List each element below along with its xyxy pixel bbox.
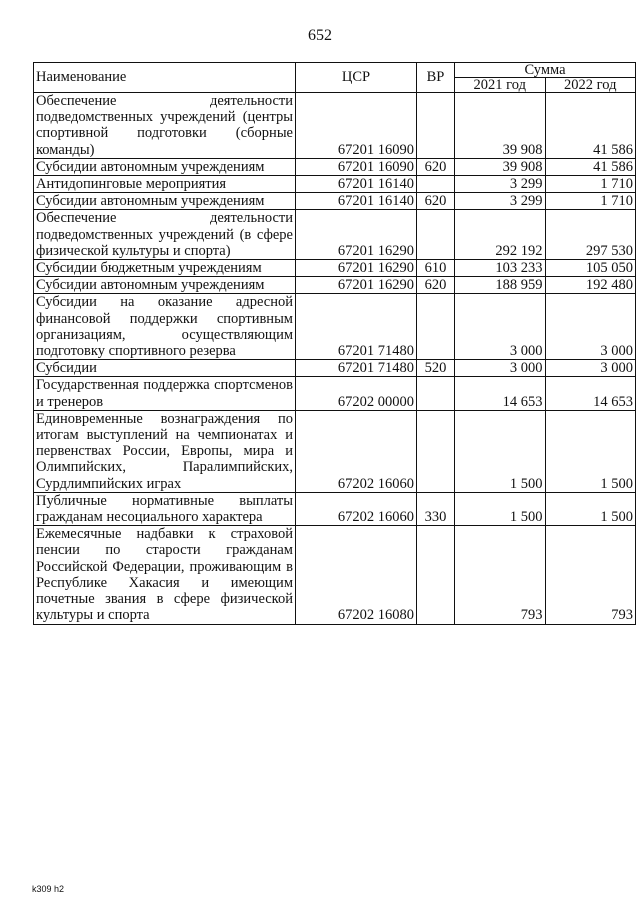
row-csr: 67201 16140 — [296, 176, 417, 193]
row-csr: 67201 16290 — [296, 260, 417, 277]
row-name: Субсидии автономным учреждениям — [34, 193, 296, 210]
row-name: Ежемесячные надбавки к страховой пенсии по старости гражданам Российской Федерации, проживающим в Республике Хакасия и имеющим почетные звания в сфере физической культуры и спорта — [34, 526, 296, 624]
table-row — [34, 210, 636, 260]
row-csr: 67201 16090 — [296, 158, 417, 175]
row-vr — [417, 377, 455, 410]
row-sum-2021: 188 959 — [455, 277, 546, 294]
row-name: Субсидии автономным учреждениям — [34, 277, 296, 294]
table-row — [34, 410, 636, 492]
row-name: Субсидии — [34, 360, 296, 377]
row-vr: 620 — [417, 277, 455, 294]
row-sum-2022: 41 586 — [545, 93, 636, 159]
row-csr: 67202 16080 — [296, 526, 417, 624]
header-sum: Сумма — [455, 63, 636, 78]
budget-table — [33, 62, 636, 625]
row-sum-2022: 3 000 — [545, 294, 636, 360]
header-name: Наименование — [34, 63, 296, 93]
row-vr: 520 — [417, 360, 455, 377]
row-name: Государственная поддержка спортсменов и тренеров — [34, 377, 296, 410]
row-vr — [417, 410, 455, 492]
row-sum-2021: 1 500 — [455, 410, 546, 492]
row-sum-2022: 14 653 — [545, 377, 636, 410]
row-vr: 620 — [417, 193, 455, 210]
row-csr: 67202 16060 — [296, 410, 417, 492]
table-row — [34, 294, 636, 360]
row-name: Обеспечение деятельности подведомственных учреждений (в сфере физической культуры и спорта) — [34, 210, 296, 260]
page-number: 652 — [308, 27, 332, 44]
row-sum-2022: 1 500 — [545, 492, 636, 525]
row-vr: 330 — [417, 492, 455, 525]
row-name: Публичные нормативные выплаты гражданам несоциального характера — [34, 492, 296, 525]
row-vr — [417, 210, 455, 260]
row-sum-2021: 3 000 — [455, 294, 546, 360]
row-csr: 67201 16090 — [296, 93, 417, 159]
footer-code: k309 h2 — [32, 884, 65, 894]
row-vr — [417, 93, 455, 159]
table-row — [34, 260, 636, 277]
row-sum-2022: 105 050 — [545, 260, 636, 277]
row-csr: 67201 16290 — [296, 210, 417, 260]
table-row — [34, 158, 636, 175]
row-sum-2022: 1 500 — [545, 410, 636, 492]
row-vr — [417, 294, 455, 360]
table-row — [34, 277, 636, 294]
row-sum-2021: 793 — [455, 526, 546, 624]
row-sum-2021: 1 500 — [455, 492, 546, 525]
table-row — [34, 176, 636, 193]
header-2021: 2021 год — [455, 78, 546, 93]
table-row — [34, 193, 636, 210]
row-sum-2022: 297 530 — [545, 210, 636, 260]
row-csr: 67201 16290 — [296, 277, 417, 294]
row-name: Единовременные вознаграждения по итогам выступлений на чемпионатах и первенствах России, Европы, мира и Олимпийских, Паралимпийских, Сурдлимпийских играх — [34, 410, 296, 492]
table-row — [34, 377, 636, 410]
row-vr: 620 — [417, 158, 455, 175]
table-row — [34, 492, 636, 525]
row-csr: 67202 16060 — [296, 492, 417, 525]
row-name: Субсидии автономным учреждениям — [34, 158, 296, 175]
row-name: Субсидии на оказание адресной финансовой поддержки спортивным организациям, осуществляющим подготовку спортивного резерва — [34, 294, 296, 360]
row-name: Антидопинговые мероприятия — [34, 176, 296, 193]
row-sum-2021: 14 653 — [455, 377, 546, 410]
row-sum-2022: 1 710 — [545, 176, 636, 193]
row-sum-2022: 3 000 — [545, 360, 636, 377]
row-vr — [417, 176, 455, 193]
row-sum-2022: 1 710 — [545, 193, 636, 210]
row-csr: 67201 71480 — [296, 294, 417, 360]
row-sum-2021: 3 299 — [455, 193, 546, 210]
row-sum-2022: 192 480 — [545, 277, 636, 294]
row-csr: 67202 00000 — [296, 377, 417, 410]
row-vr — [417, 526, 455, 624]
row-sum-2022: 793 — [545, 526, 636, 624]
row-csr: 67201 71480 — [296, 360, 417, 377]
table-row — [34, 526, 636, 624]
table-row — [34, 360, 636, 377]
row-sum-2021: 103 233 — [455, 260, 546, 277]
row-sum-2022: 41 586 — [545, 158, 636, 175]
row-name: Субсидии бюджетным учреждениям — [34, 260, 296, 277]
header-vr: ВР — [417, 63, 455, 93]
row-sum-2021: 3 299 — [455, 176, 546, 193]
row-sum-2021: 292 192 — [455, 210, 546, 260]
header-2022: 2022 год — [545, 78, 636, 93]
row-csr: 67201 16140 — [296, 193, 417, 210]
row-name: Обеспечение деятельности подведомственных учреждений (центры спортивной подготовки (сборные команды) — [34, 93, 296, 159]
header-csr: ЦСР — [296, 63, 417, 93]
table-row — [34, 93, 636, 159]
row-vr: 610 — [417, 260, 455, 277]
row-sum-2021: 39 908 — [455, 93, 546, 159]
row-sum-2021: 39 908 — [455, 158, 546, 175]
row-sum-2021: 3 000 — [455, 360, 546, 377]
